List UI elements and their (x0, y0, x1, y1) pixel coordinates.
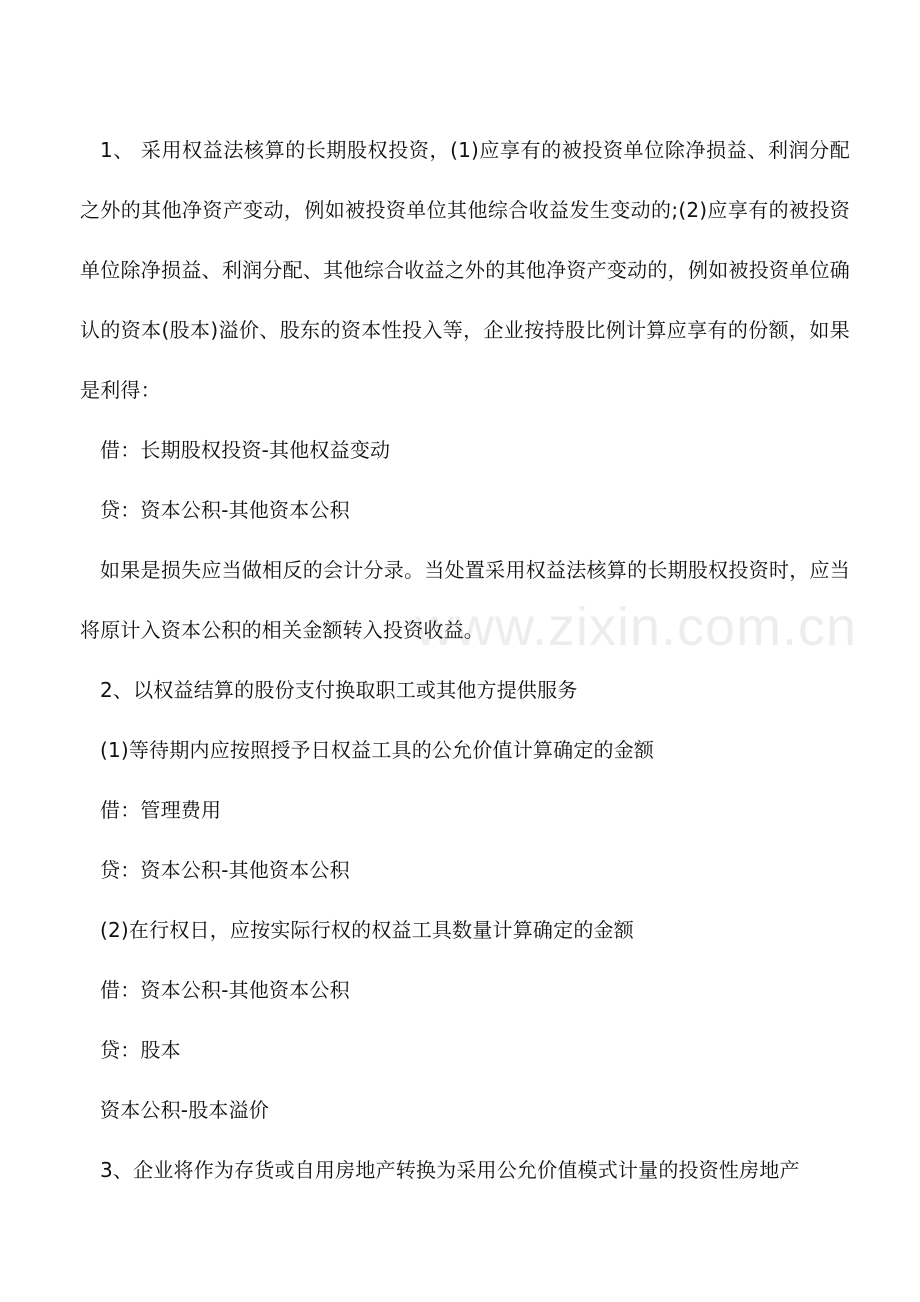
journal-debit-1: 借：长期股权投资-其他权益变动 (100, 438, 391, 462)
paragraph-2: 如果是损失应当做相反的会计分录。当处置采用权益法核算的长期股权投资时，应当将原计入资本公积的相关金额转入投资收益。 (80, 558, 850, 642)
paragraph-1: 1、 采用权益法核算的长期股权投资，(1)应享有的被投资单位除净损益、利润分配之外的其他净资产变动，例如被投资单位其他综合收益发生变动的;(2)应享有的被投资单位除净损益、利润分配、其他综合收益之外的其他净资产变动的，例如被投资单位确认的资本(股本)溢价、股东的资本性投入等，企业按持股比例计算应享有的份额，如果是利得： (80, 138, 850, 402)
watermark-text: www.zixin.com.cn (415, 597, 858, 657)
journal-debit-2: 借：管理费用 (100, 798, 222, 822)
journal-credit-1: 贷：资本公积-其他资本公积 (100, 498, 350, 522)
section-3-heading: 3、企业将作为存货或自用房地产转换为采用公允价值模式计量的投资性房地产 (100, 1158, 800, 1182)
journal-credit-2: 贷：资本公积-其他资本公积 (100, 858, 350, 882)
document-body (80, 120, 850, 1200)
journal-debit-3: 借：资本公积-其他资本公积 (100, 978, 350, 1002)
journal-credit-4: 资本公积-股本溢价 (100, 1098, 270, 1122)
section-2-heading: 2、以权益结算的股份支付换取职工或其他方提供服务 (100, 678, 578, 702)
journal-credit-3: 贷：股本 (100, 1038, 181, 1062)
section-2-item-2: (2)在行权日，应按实际行权的权益工具数量计算确定的金额 (100, 918, 634, 942)
section-2-item-1: (1)等待期内应按照授予日权益工具的公允价值计算确定的金额 (100, 738, 655, 762)
